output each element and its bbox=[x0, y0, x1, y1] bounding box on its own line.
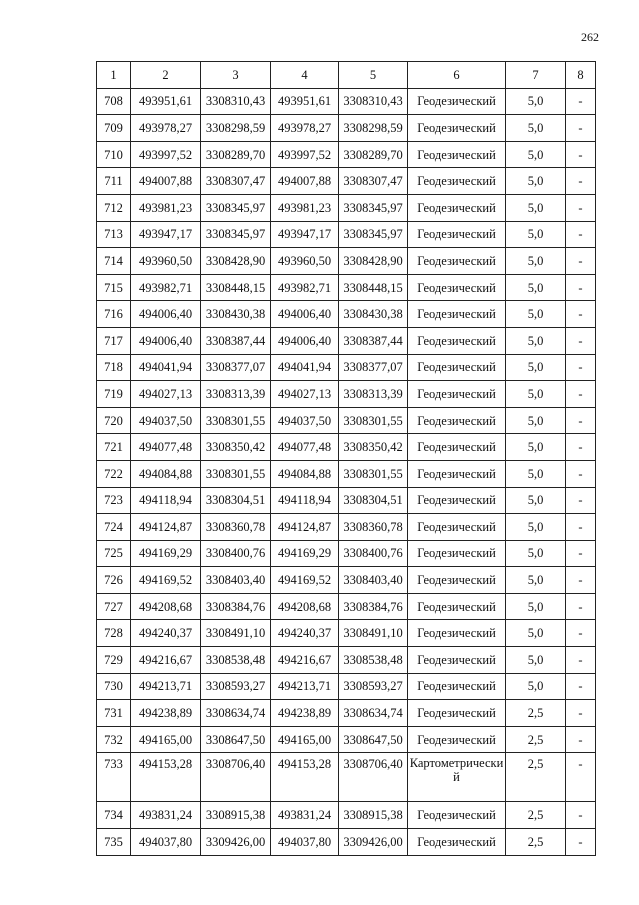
cell-x-coordinate: 494238,89 bbox=[131, 700, 201, 727]
cell-point-number: 721 bbox=[97, 434, 131, 461]
cell-note: - bbox=[566, 700, 596, 727]
cell-note: - bbox=[566, 753, 596, 802]
cell-method: Геодезический bbox=[408, 434, 506, 461]
cell-method: Геодезический bbox=[408, 567, 506, 594]
cell-note: - bbox=[566, 460, 596, 487]
cell-accuracy: 5,0 bbox=[506, 115, 566, 142]
cell-x-coordinate-2: 494037,50 bbox=[271, 407, 339, 434]
cell-y-coordinate-2: 3308491,10 bbox=[339, 620, 408, 647]
cell-accuracy: 5,0 bbox=[506, 327, 566, 354]
cell-x-coordinate: 494165,00 bbox=[131, 726, 201, 753]
cell-y-coordinate-2: 3308307,47 bbox=[339, 168, 408, 195]
cell-point-number: 712 bbox=[97, 194, 131, 221]
cell-method: Геодезический bbox=[408, 407, 506, 434]
cell-accuracy: 5,0 bbox=[506, 540, 566, 567]
cell-note: - bbox=[566, 194, 596, 221]
cell-note: - bbox=[566, 168, 596, 195]
cell-x-coordinate: 494041,94 bbox=[131, 354, 201, 381]
cell-note: - bbox=[566, 514, 596, 541]
cell-x-coordinate-2: 494037,80 bbox=[271, 829, 339, 856]
cell-y-coordinate: 3308538,48 bbox=[201, 647, 271, 674]
cell-x-coordinate-2: 493831,24 bbox=[271, 802, 339, 829]
cell-note: - bbox=[566, 567, 596, 594]
column-header-2: 2 bbox=[131, 62, 201, 89]
cell-y-coordinate: 3308400,76 bbox=[201, 540, 271, 567]
cell-note: - bbox=[566, 593, 596, 620]
cell-x-coordinate: 493997,52 bbox=[131, 141, 201, 168]
cell-y-coordinate-2: 3308387,44 bbox=[339, 327, 408, 354]
cell-y-coordinate-2: 3308345,97 bbox=[339, 194, 408, 221]
cell-x-coordinate-2: 494238,89 bbox=[271, 700, 339, 727]
cell-point-number: 727 bbox=[97, 593, 131, 620]
cell-y-coordinate: 3308304,51 bbox=[201, 487, 271, 514]
cell-accuracy: 2,5 bbox=[506, 802, 566, 829]
cell-x-coordinate-2: 494006,40 bbox=[271, 327, 339, 354]
cell-x-coordinate-2: 494169,52 bbox=[271, 567, 339, 594]
cell-y-coordinate: 3308706,40 bbox=[201, 753, 271, 802]
cell-y-coordinate-2: 3308304,51 bbox=[339, 487, 408, 514]
cell-point-number: 709 bbox=[97, 115, 131, 142]
table-row bbox=[97, 248, 596, 275]
cell-accuracy: 2,5 bbox=[506, 753, 566, 802]
cell-accuracy: 5,0 bbox=[506, 620, 566, 647]
cell-x-coordinate-2: 493978,27 bbox=[271, 115, 339, 142]
cell-x-coordinate: 494007,88 bbox=[131, 168, 201, 195]
table-row bbox=[97, 567, 596, 594]
cell-x-coordinate-2: 494213,71 bbox=[271, 673, 339, 700]
cell-x-coordinate-2: 494240,37 bbox=[271, 620, 339, 647]
table-row bbox=[97, 221, 596, 248]
cell-method: Геодезический bbox=[408, 115, 506, 142]
cell-y-coordinate-2: 3308360,78 bbox=[339, 514, 408, 541]
table-row bbox=[97, 327, 596, 354]
cell-method: Геодезический bbox=[408, 726, 506, 753]
cell-y-coordinate-2: 3308430,38 bbox=[339, 301, 408, 328]
cell-method: Геодезический bbox=[408, 221, 506, 248]
table-row bbox=[97, 753, 596, 802]
cell-note: - bbox=[566, 829, 596, 856]
cell-y-coordinate: 3308307,47 bbox=[201, 168, 271, 195]
cell-method: Геодезический bbox=[408, 487, 506, 514]
cell-accuracy: 5,0 bbox=[506, 168, 566, 195]
cell-point-number: 708 bbox=[97, 88, 131, 115]
cell-x-coordinate: 493831,24 bbox=[131, 802, 201, 829]
cell-y-coordinate-2: 3308403,40 bbox=[339, 567, 408, 594]
table-row bbox=[97, 514, 596, 541]
cell-point-number: 730 bbox=[97, 673, 131, 700]
table-row bbox=[97, 88, 596, 115]
cell-accuracy: 2,5 bbox=[506, 700, 566, 727]
cell-x-coordinate: 494240,37 bbox=[131, 620, 201, 647]
cell-note: - bbox=[566, 141, 596, 168]
cell-point-number: 735 bbox=[97, 829, 131, 856]
cell-note: - bbox=[566, 115, 596, 142]
cell-y-coordinate-2: 3308377,07 bbox=[339, 354, 408, 381]
cell-y-coordinate-2: 3308345,97 bbox=[339, 221, 408, 248]
cell-point-number: 715 bbox=[97, 274, 131, 301]
cell-accuracy: 2,5 bbox=[506, 829, 566, 856]
cell-note: - bbox=[566, 327, 596, 354]
table-row bbox=[97, 802, 596, 829]
cell-method: Геодезический bbox=[408, 354, 506, 381]
cell-x-coordinate-2: 493997,52 bbox=[271, 141, 339, 168]
table-row bbox=[97, 168, 596, 195]
cell-x-coordinate-2: 494027,13 bbox=[271, 381, 339, 408]
table-row bbox=[97, 354, 596, 381]
cell-x-coordinate: 494118,94 bbox=[131, 487, 201, 514]
cell-y-coordinate: 3308301,55 bbox=[201, 460, 271, 487]
cell-x-coordinate-2: 494118,94 bbox=[271, 487, 339, 514]
table-row bbox=[97, 274, 596, 301]
cell-y-coordinate: 3308430,38 bbox=[201, 301, 271, 328]
cell-x-coordinate: 494006,40 bbox=[131, 301, 201, 328]
cell-point-number: 714 bbox=[97, 248, 131, 275]
cell-note: - bbox=[566, 381, 596, 408]
table-row bbox=[97, 460, 596, 487]
cell-y-coordinate-2: 3308538,48 bbox=[339, 647, 408, 674]
cell-y-coordinate: 3308298,59 bbox=[201, 115, 271, 142]
cell-method: Геодезический bbox=[408, 514, 506, 541]
cell-accuracy: 5,0 bbox=[506, 514, 566, 541]
cell-accuracy: 5,0 bbox=[506, 248, 566, 275]
cell-x-coordinate: 494037,80 bbox=[131, 829, 201, 856]
table-row bbox=[97, 829, 596, 856]
cell-x-coordinate: 494208,68 bbox=[131, 593, 201, 620]
cell-point-number: 731 bbox=[97, 700, 131, 727]
table-row bbox=[97, 301, 596, 328]
cell-point-number: 710 bbox=[97, 141, 131, 168]
cell-accuracy: 5,0 bbox=[506, 593, 566, 620]
cell-y-coordinate: 3308360,78 bbox=[201, 514, 271, 541]
cell-y-coordinate: 3308313,39 bbox=[201, 381, 271, 408]
cell-note: - bbox=[566, 248, 596, 275]
cell-note: - bbox=[566, 274, 596, 301]
cell-accuracy: 5,0 bbox=[506, 647, 566, 674]
cell-note: - bbox=[566, 301, 596, 328]
cell-accuracy: 5,0 bbox=[506, 354, 566, 381]
page-number: 262 bbox=[581, 30, 599, 44]
column-header-5: 5 bbox=[339, 62, 408, 89]
cell-note: - bbox=[566, 540, 596, 567]
cell-accuracy: 2,5 bbox=[506, 726, 566, 753]
cell-method: Геодезический bbox=[408, 673, 506, 700]
cell-note: - bbox=[566, 434, 596, 461]
cell-point-number: 720 bbox=[97, 407, 131, 434]
cell-accuracy: 5,0 bbox=[506, 487, 566, 514]
table-body bbox=[97, 88, 596, 855]
table-row bbox=[97, 673, 596, 700]
cell-y-coordinate-2: 3308298,59 bbox=[339, 115, 408, 142]
cell-y-coordinate-2: 3308310,43 bbox=[339, 88, 408, 115]
cell-x-coordinate-2: 494041,94 bbox=[271, 354, 339, 381]
cell-y-coordinate-2: 3308706,40 bbox=[339, 753, 408, 802]
cell-y-coordinate-2: 3308350,42 bbox=[339, 434, 408, 461]
cell-accuracy: 5,0 bbox=[506, 567, 566, 594]
cell-y-coordinate-2: 3309426,00 bbox=[339, 829, 408, 856]
cell-accuracy: 5,0 bbox=[506, 673, 566, 700]
cell-method: Геодезический bbox=[408, 802, 506, 829]
cell-accuracy: 5,0 bbox=[506, 274, 566, 301]
table-row bbox=[97, 700, 596, 727]
cell-method: Геодезический bbox=[408, 593, 506, 620]
cell-y-coordinate: 3308403,40 bbox=[201, 567, 271, 594]
table-row bbox=[97, 647, 596, 674]
cell-y-coordinate: 3308647,50 bbox=[201, 726, 271, 753]
cell-x-coordinate: 494077,48 bbox=[131, 434, 201, 461]
cell-x-coordinate: 493982,71 bbox=[131, 274, 201, 301]
cell-x-coordinate-2: 493947,17 bbox=[271, 221, 339, 248]
cell-method: Картометрический bbox=[408, 753, 506, 802]
cell-method: Геодезический bbox=[408, 168, 506, 195]
cell-note: - bbox=[566, 673, 596, 700]
cell-x-coordinate-2: 493951,61 bbox=[271, 88, 339, 115]
cell-y-coordinate: 3308301,55 bbox=[201, 407, 271, 434]
column-header-4: 4 bbox=[271, 62, 339, 89]
cell-y-coordinate-2: 3308384,76 bbox=[339, 593, 408, 620]
cell-y-coordinate-2: 3308634,74 bbox=[339, 700, 408, 727]
cell-note: - bbox=[566, 620, 596, 647]
cell-point-number: 724 bbox=[97, 514, 131, 541]
cell-x-coordinate: 494169,52 bbox=[131, 567, 201, 594]
cell-x-coordinate: 494216,67 bbox=[131, 647, 201, 674]
cell-x-coordinate: 494153,28 bbox=[131, 753, 201, 802]
cell-accuracy: 5,0 bbox=[506, 460, 566, 487]
table-row bbox=[97, 194, 596, 221]
cell-accuracy: 5,0 bbox=[506, 88, 566, 115]
table-row bbox=[97, 540, 596, 567]
cell-accuracy: 5,0 bbox=[506, 194, 566, 221]
cell-point-number: 732 bbox=[97, 726, 131, 753]
cell-y-coordinate: 3308428,90 bbox=[201, 248, 271, 275]
cell-x-coordinate: 493951,61 bbox=[131, 88, 201, 115]
table-row bbox=[97, 407, 596, 434]
cell-method: Геодезический bbox=[408, 620, 506, 647]
cell-y-coordinate: 3308491,10 bbox=[201, 620, 271, 647]
cell-method: Геодезический bbox=[408, 194, 506, 221]
cell-y-coordinate-2: 3308915,38 bbox=[339, 802, 408, 829]
cell-method: Геодезический bbox=[408, 381, 506, 408]
cell-note: - bbox=[566, 354, 596, 381]
cell-y-coordinate: 3308593,27 bbox=[201, 673, 271, 700]
cell-note: - bbox=[566, 88, 596, 115]
cell-y-coordinate-2: 3308448,15 bbox=[339, 274, 408, 301]
cell-note: - bbox=[566, 487, 596, 514]
table-row bbox=[97, 115, 596, 142]
table-row bbox=[97, 141, 596, 168]
cell-accuracy: 5,0 bbox=[506, 381, 566, 408]
cell-y-coordinate: 3308387,44 bbox=[201, 327, 271, 354]
cell-x-coordinate-2: 493960,50 bbox=[271, 248, 339, 275]
cell-y-coordinate-2: 3308289,70 bbox=[339, 141, 408, 168]
cell-note: - bbox=[566, 726, 596, 753]
cell-y-coordinate-2: 3308647,50 bbox=[339, 726, 408, 753]
cell-accuracy: 5,0 bbox=[506, 434, 566, 461]
cell-point-number: 723 bbox=[97, 487, 131, 514]
cell-x-coordinate-2: 494153,28 bbox=[271, 753, 339, 802]
cell-y-coordinate: 3308634,74 bbox=[201, 700, 271, 727]
cell-y-coordinate: 3308345,97 bbox=[201, 221, 271, 248]
cell-method: Геодезический bbox=[408, 141, 506, 168]
cell-x-coordinate: 494027,13 bbox=[131, 381, 201, 408]
header-row bbox=[97, 62, 596, 89]
cell-y-coordinate-2: 3308428,90 bbox=[339, 248, 408, 275]
cell-point-number: 718 bbox=[97, 354, 131, 381]
cell-method: Геодезический bbox=[408, 540, 506, 567]
table-row bbox=[97, 726, 596, 753]
cell-accuracy: 5,0 bbox=[506, 141, 566, 168]
cell-method: Геодезический bbox=[408, 647, 506, 674]
cell-x-coordinate-2: 493982,71 bbox=[271, 274, 339, 301]
cell-x-coordinate: 494037,50 bbox=[131, 407, 201, 434]
cell-y-coordinate-2: 3308593,27 bbox=[339, 673, 408, 700]
cell-x-coordinate: 493981,23 bbox=[131, 194, 201, 221]
cell-y-coordinate: 3308448,15 bbox=[201, 274, 271, 301]
cell-accuracy: 5,0 bbox=[506, 407, 566, 434]
cell-note: - bbox=[566, 221, 596, 248]
cell-method: Геодезический bbox=[408, 460, 506, 487]
cell-y-coordinate: 3308377,07 bbox=[201, 354, 271, 381]
cell-y-coordinate-2: 3308301,55 bbox=[339, 407, 408, 434]
cell-y-coordinate: 3308384,76 bbox=[201, 593, 271, 620]
cell-x-coordinate-2: 494208,68 bbox=[271, 593, 339, 620]
cell-point-number: 729 bbox=[97, 647, 131, 674]
cell-x-coordinate: 493947,17 bbox=[131, 221, 201, 248]
cell-y-coordinate-2: 3308400,76 bbox=[339, 540, 408, 567]
cell-method: Геодезический bbox=[408, 327, 506, 354]
cell-y-coordinate: 3308915,38 bbox=[201, 802, 271, 829]
table-row bbox=[97, 434, 596, 461]
cell-y-coordinate: 3308350,42 bbox=[201, 434, 271, 461]
cell-y-coordinate: 3308345,97 bbox=[201, 194, 271, 221]
cell-note: - bbox=[566, 802, 596, 829]
column-header-1: 1 bbox=[97, 62, 131, 89]
table-row bbox=[97, 381, 596, 408]
cell-x-coordinate-2: 494084,88 bbox=[271, 460, 339, 487]
cell-point-number: 726 bbox=[97, 567, 131, 594]
cell-accuracy: 5,0 bbox=[506, 301, 566, 328]
cell-method: Геодезический bbox=[408, 274, 506, 301]
cell-y-coordinate: 3309426,00 bbox=[201, 829, 271, 856]
table-row bbox=[97, 593, 596, 620]
cell-x-coordinate-2: 494124,87 bbox=[271, 514, 339, 541]
cell-point-number: 717 bbox=[97, 327, 131, 354]
cell-x-coordinate-2: 493981,23 bbox=[271, 194, 339, 221]
cell-x-coordinate: 494213,71 bbox=[131, 673, 201, 700]
cell-point-number: 716 bbox=[97, 301, 131, 328]
cell-x-coordinate: 494124,87 bbox=[131, 514, 201, 541]
column-header-8: 8 bbox=[566, 62, 596, 89]
cell-point-number: 725 bbox=[97, 540, 131, 567]
cell-x-coordinate-2: 494007,88 bbox=[271, 168, 339, 195]
column-header-3: 3 bbox=[201, 62, 271, 89]
cell-x-coordinate: 494169,29 bbox=[131, 540, 201, 567]
cell-note: - bbox=[566, 647, 596, 674]
cell-method: Геодезический bbox=[408, 829, 506, 856]
cell-x-coordinate: 494006,40 bbox=[131, 327, 201, 354]
cell-note: - bbox=[566, 407, 596, 434]
cell-x-coordinate-2: 494216,67 bbox=[271, 647, 339, 674]
cell-x-coordinate-2: 494077,48 bbox=[271, 434, 339, 461]
cell-y-coordinate: 3308289,70 bbox=[201, 141, 271, 168]
cell-y-coordinate-2: 3308313,39 bbox=[339, 381, 408, 408]
cell-point-number: 728 bbox=[97, 620, 131, 647]
cell-method: Геодезический bbox=[408, 700, 506, 727]
cell-y-coordinate-2: 3308301,55 bbox=[339, 460, 408, 487]
cell-x-coordinate: 493960,50 bbox=[131, 248, 201, 275]
cell-point-number: 711 bbox=[97, 168, 131, 195]
cell-x-coordinate-2: 494165,00 bbox=[271, 726, 339, 753]
cell-point-number: 733 bbox=[97, 753, 131, 802]
cell-x-coordinate-2: 494006,40 bbox=[271, 301, 339, 328]
cell-x-coordinate: 493978,27 bbox=[131, 115, 201, 142]
cell-point-number: 734 bbox=[97, 802, 131, 829]
cell-point-number: 713 bbox=[97, 221, 131, 248]
table-row bbox=[97, 487, 596, 514]
cell-method: Геодезический bbox=[408, 301, 506, 328]
cell-x-coordinate: 494084,88 bbox=[131, 460, 201, 487]
cell-method: Геодезический bbox=[408, 248, 506, 275]
table-header bbox=[97, 62, 596, 89]
table-row bbox=[97, 620, 596, 647]
cell-y-coordinate: 3308310,43 bbox=[201, 88, 271, 115]
coordinates-table bbox=[96, 61, 596, 856]
cell-point-number: 719 bbox=[97, 381, 131, 408]
cell-accuracy: 5,0 bbox=[506, 221, 566, 248]
column-header-7: 7 bbox=[506, 62, 566, 89]
column-header-6: 6 bbox=[408, 62, 506, 89]
cell-x-coordinate-2: 494169,29 bbox=[271, 540, 339, 567]
cell-method: Геодезический bbox=[408, 88, 506, 115]
cell-point-number: 722 bbox=[97, 460, 131, 487]
